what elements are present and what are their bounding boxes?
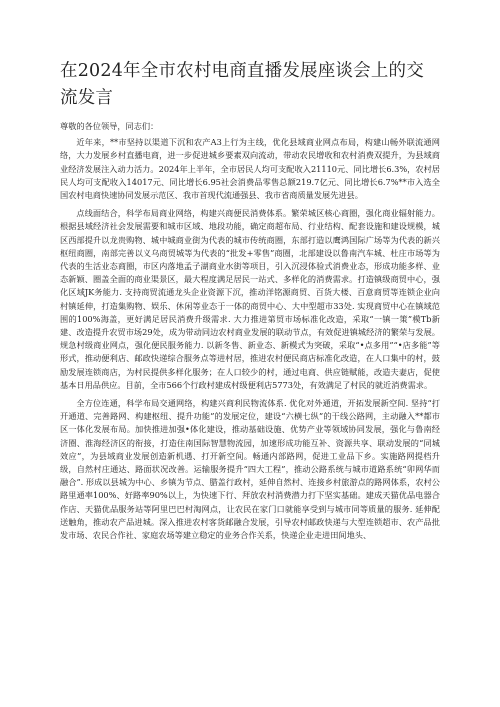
paragraph-intro: 近年来，**市坚持以渠道下沉和农产A3上行为主线，优化县域商业网点布局，构建山畅外联流通网络，大力发展乡村直播电商，进一步促进城乡要素双向流动，带动农民增收和农村消费双提升，为县域商业经济发展注入动力活力。2024年上半年，全市居民人均可支配收入21110元、同比增长6.3%，农村居民人均可支配收入14017元、同比增长6.95社会消费品零售总额219.7亿元、同比增长6.7%**市入选全国农村电商快速协同发展示范区、我市首现代流通强县、我市省商质量发展先进县。 [60, 137, 440, 201]
salutation: 尊敬的各位领导，同志们： [60, 121, 159, 131]
document-title: 在2024年全市农村电商直播发展座谈会上的交流发言 [60, 61, 424, 108]
paragraph-commercial-network: 点线面结合，科学布局商业网络，构建兴商便民消费体系。繁荣城区核心商圈，强化商业辐射能力。根据县域经济社会发展需要和城市区域、地段功能，确定商超布局、行业结构、配套设施和建设规模，城区西部提升以龙贵购物、城中城商业街为代表的城市传统商圈，东部打造以鹰鸿国际广场等为代表的新兴枢纽商圈，南部完善以义乌商贸城等为代表的“批发+零售”商圈，北部建设以鲁南汽车城、杜庄市场等为代表的生活业态商圈，市区内落地孟子湖商业水街等项目，引入沉浸体验式消费业态，形成功能多样、业态新颖、圈盖全面的商业渠景区，最大程度满足居民一站式、多样化的消费需求。打造镇级商贸中心，强化区域JK务能力. 支持商贸流通龙头企业资源下沉，推动洋铭源商贸、百货大楼、百意商贸等连锁企业向村镇延伸，打造集购物、娱乐、休闲等业态于一体的商贸中心、大中型超市33处. 实现商贸中心在镇域范围的100%海盖，更好满足居民消费升级需求. 大力推进第贸市场标准化改造，采取“一镇一策”模Tb新建、改造提升农贸市场29处，成为带动同边农村商业发展的联动节点，有效促进镇城经济的繁荣与发展。规急村级商业网点，强化便民服务能力. 以新冬售、新业态、新模式为突破，采取“•点多用”“•店多能”等形式，推动便利店、邮政快递综合服务点等进村居，推进农村便民商店标准化改造，在人口集中的村，鼓励发展连锁商店，为村民提供多样化服务；在人口较少的村，通过电商、供应链赋能，改造夫妻店，促使基本日用品供应。目前，全市566个行政村建成村级便利店5773处，有效满足了村民的就近消费需求。 [60, 208, 440, 390]
paragraph-transport-network: 全方位连通，科学布局交通网络，构建兴商利民物流体系. 优化对外通道，开拓发展新空间. 坚持“打开通道、完善路网、构建枢纽、提升功能”的发展定位，建设“六横七纵”的干线公路网，主动融入**都市区一体化发展布局。加快推进加强•体化建设，推动基础设施、优势产业等领域协同发展，强化与鲁南经济圈、淮海经济区的衔接，打造住南国际智慧物流园，加速形成功能互补、资源共享、联动发展的“同城效应”，为县域商业发展创造新机遇、打开新空间。畅通内部路网，促进工业品下乡。实施路网提档升级，自然村庄通达、路面状况改善。运输服务提升“四大工程”，推动公路系统与城市道路系统“卯网华而融合”. 形成以县城为中心、乡镇为节点、腊盖行政村，延伸自然村、连接乡村旅游点的路网体系，农村公路里通率100%、好路率90%以上，为快速下行、拜放农村消费潜力打下坚实基础。建成天猫优品电器合作店、天猫优品服务站等阿里巴巴村淘网点，让农民在家门口就能享受到与城市同等质量的服务. 延伸配送触角，推动农产品进城。深入推进农村客货邮融合发展，引导农村邮政快递与大型连锁超市、农产品批发市场、农民合作社、家庭农场等建立稳定的业务合作关系，快递企业走进田间地头、 [60, 398, 440, 541]
